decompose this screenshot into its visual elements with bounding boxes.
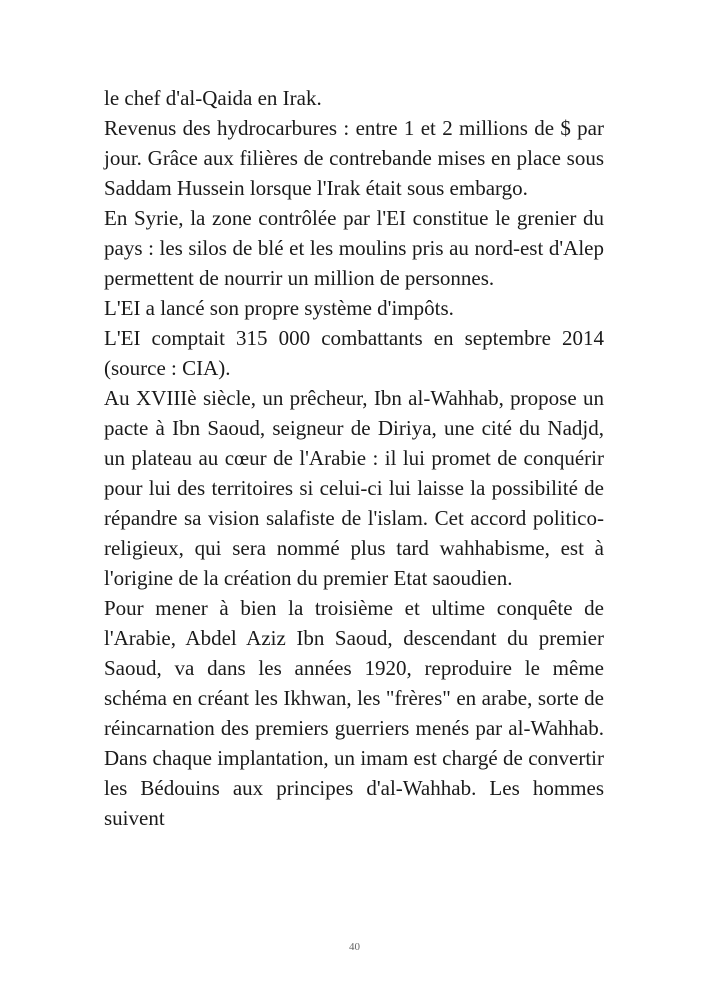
page-number: 40 (349, 941, 360, 953)
paragraph-hydrocarbon-revenue: Revenus des hydrocarbures : entre 1 et 2 millions de $ par jour. Grâce aux filières de contrebande mises en place sous Saddam Hussein lorsque l'Irak était sous embargo. (104, 116, 604, 200)
paragraph-fighters-count: L'EI comptait 315 000 combattants en septembre 2014 (source : CIA). (104, 326, 604, 380)
paragraph-syria-granary: En Syrie, la zone contrôlée par l'EI constitue le grenier du pays : les silos de blé et les moulins pris au nord-est d'Alep permettent de nourrir un million de personnes. (104, 206, 604, 290)
paragraph-ikhwan: Pour mener à bien la troisième et ultime conquête de l'Arabie, Abdel Aziz Ibn Saoud, descendant du premier Saoud, va dans les années 1920, reproduire le même schéma en créant les Ikhwan, les "frères" en arabe, sorte de réincarnation des premiers guerriers menés par al-Wahhab. Dans chaque implantation, un imam est chargé de convertir les Bédouins aux principes d'al-Wahhab. Les hommes suivent (104, 596, 604, 830)
paragraph-wahhab-pact: Au XVIIIè siècle, un prêcheur, Ibn al-Wahhab, propose un pacte à Ibn Saoud, seigneur de Diriya, une cité du Nadjd, un plateau au cœur de l'Arabie : il lui promet de conquérir pour lui des territoires si celui-ci lui laisse la possibilité de répandre sa vision salafiste de l'islam. Cet accord politico-religieux, qui sera nommé plus tard wahhabisme, est à l'origine de la création du premier Etat saoudien. (104, 386, 604, 590)
paragraph-continuation: le chef d'al-Qaida en Irak. (104, 86, 322, 110)
paragraph-tax-system: L'EI a lancé son propre système d'impôts. (104, 296, 454, 320)
body-text (104, 83, 604, 833)
